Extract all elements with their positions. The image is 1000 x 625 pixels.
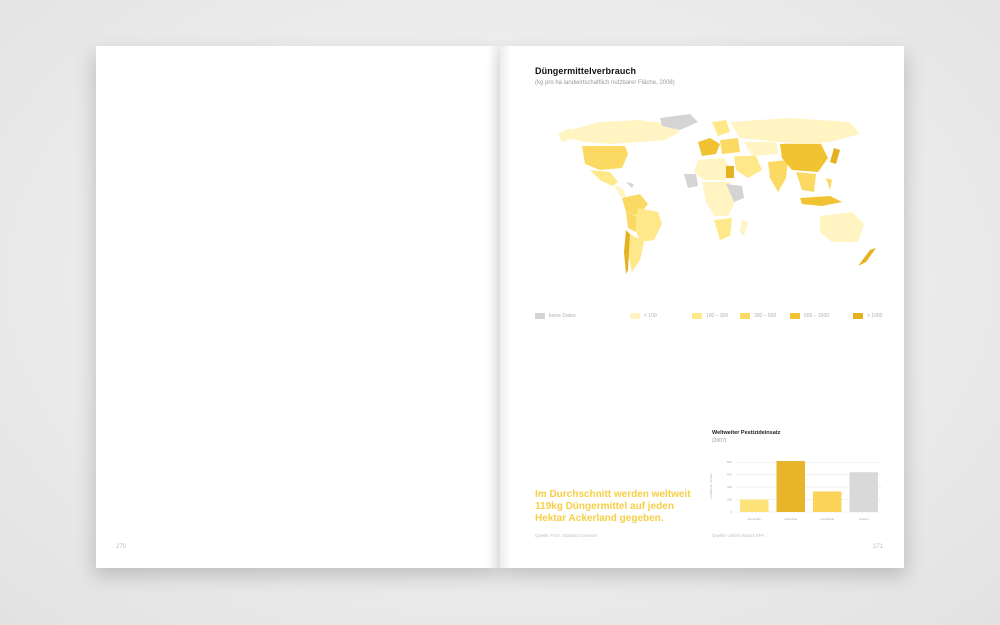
map-region-new-zealand — [858, 248, 876, 266]
legend-swatch — [790, 313, 800, 319]
y-tick-label: 200 — [726, 497, 732, 502]
bar-chart-subtitle: (2007) — [712, 438, 727, 444]
x-tick-label: Insektizide — [820, 517, 835, 521]
legend-swatch — [853, 313, 863, 319]
bar-fungizide — [740, 500, 768, 512]
quote-source: Quelle: FAO, Statistics Division — [535, 533, 598, 538]
map-region-china — [780, 142, 828, 172]
bar-chart-source: Quelle: United States EPA — [712, 533, 765, 538]
map-region-southeast-asia — [796, 172, 816, 192]
bar-herbizide — [777, 461, 805, 512]
map-region-europe-west — [698, 138, 720, 156]
y-tick-label: 0 — [730, 510, 732, 514]
map-region-philippines — [826, 178, 832, 190]
world-map — [530, 112, 890, 284]
legend-label: 300 – 500 — [754, 313, 777, 319]
page-number-right: 271 — [873, 544, 884, 550]
map-subtitle: (kg pro ha landwirtschaftlich nutzbarer Fläche, 2008) — [535, 80, 675, 86]
map-region-egypt — [726, 166, 734, 178]
bar-insektizide — [813, 491, 841, 512]
map-region-usa — [582, 146, 628, 170]
page-number-left: 270 — [116, 544, 127, 550]
bar-chart-title: Weltweiter Pestizideinsatz — [712, 430, 781, 436]
y-tick-label: 600 — [726, 472, 732, 477]
legend-label: < 100 — [644, 313, 657, 319]
map-region-mexico — [590, 170, 618, 186]
map-region-central-america — [614, 184, 626, 198]
x-tick-label: Fungizide — [747, 517, 761, 521]
pull-quote: Im Durchschnitt werden weltweit 119kg Düngermittel auf jeden Hektar Ackerland gegeben. — [535, 489, 691, 524]
legend-swatch — [692, 313, 702, 319]
map-region-indonesia — [800, 196, 842, 206]
map-region-madagascar — [740, 220, 748, 236]
legend-swatch — [630, 313, 640, 319]
y-axis-label: in Millionen Tonnen — [709, 473, 713, 499]
pesticide-bar-chart — [700, 452, 890, 528]
book-gutter — [488, 46, 512, 568]
y-tick-label: 800 — [726, 460, 732, 465]
legend-label: 100 – 300 — [706, 313, 729, 319]
map-title: Düngermittelverbrauch — [535, 66, 637, 76]
map-region-mongolia — [788, 136, 822, 144]
legend-label: 500 – 1000 — [804, 313, 830, 319]
map-region-india — [768, 160, 788, 192]
map-region-japan — [830, 148, 840, 164]
x-tick-label: Herbizide — [784, 517, 798, 521]
legend-label: > 1000 — [867, 313, 883, 319]
legend-label: keine Daten — [549, 313, 576, 319]
map-region-central-asia — [744, 142, 778, 156]
y-tick-label: 400 — [726, 485, 732, 490]
map-region-europe-east — [720, 138, 740, 154]
legend-swatch — [535, 313, 545, 319]
bar-andere — [850, 472, 878, 512]
map-region-south-africa — [714, 218, 732, 240]
map-region-scandinavia — [712, 120, 730, 136]
legend-swatch — [740, 313, 750, 319]
x-tick-label: Andere — [858, 517, 869, 521]
map-region-west-africa — [684, 174, 698, 188]
map-region-middle-east — [734, 156, 762, 178]
map-region-caribbean — [626, 182, 634, 188]
map-region-peru — [626, 212, 636, 232]
left-page — [96, 46, 500, 568]
map-region-brazil — [634, 208, 662, 242]
map-region-australia — [820, 212, 864, 242]
